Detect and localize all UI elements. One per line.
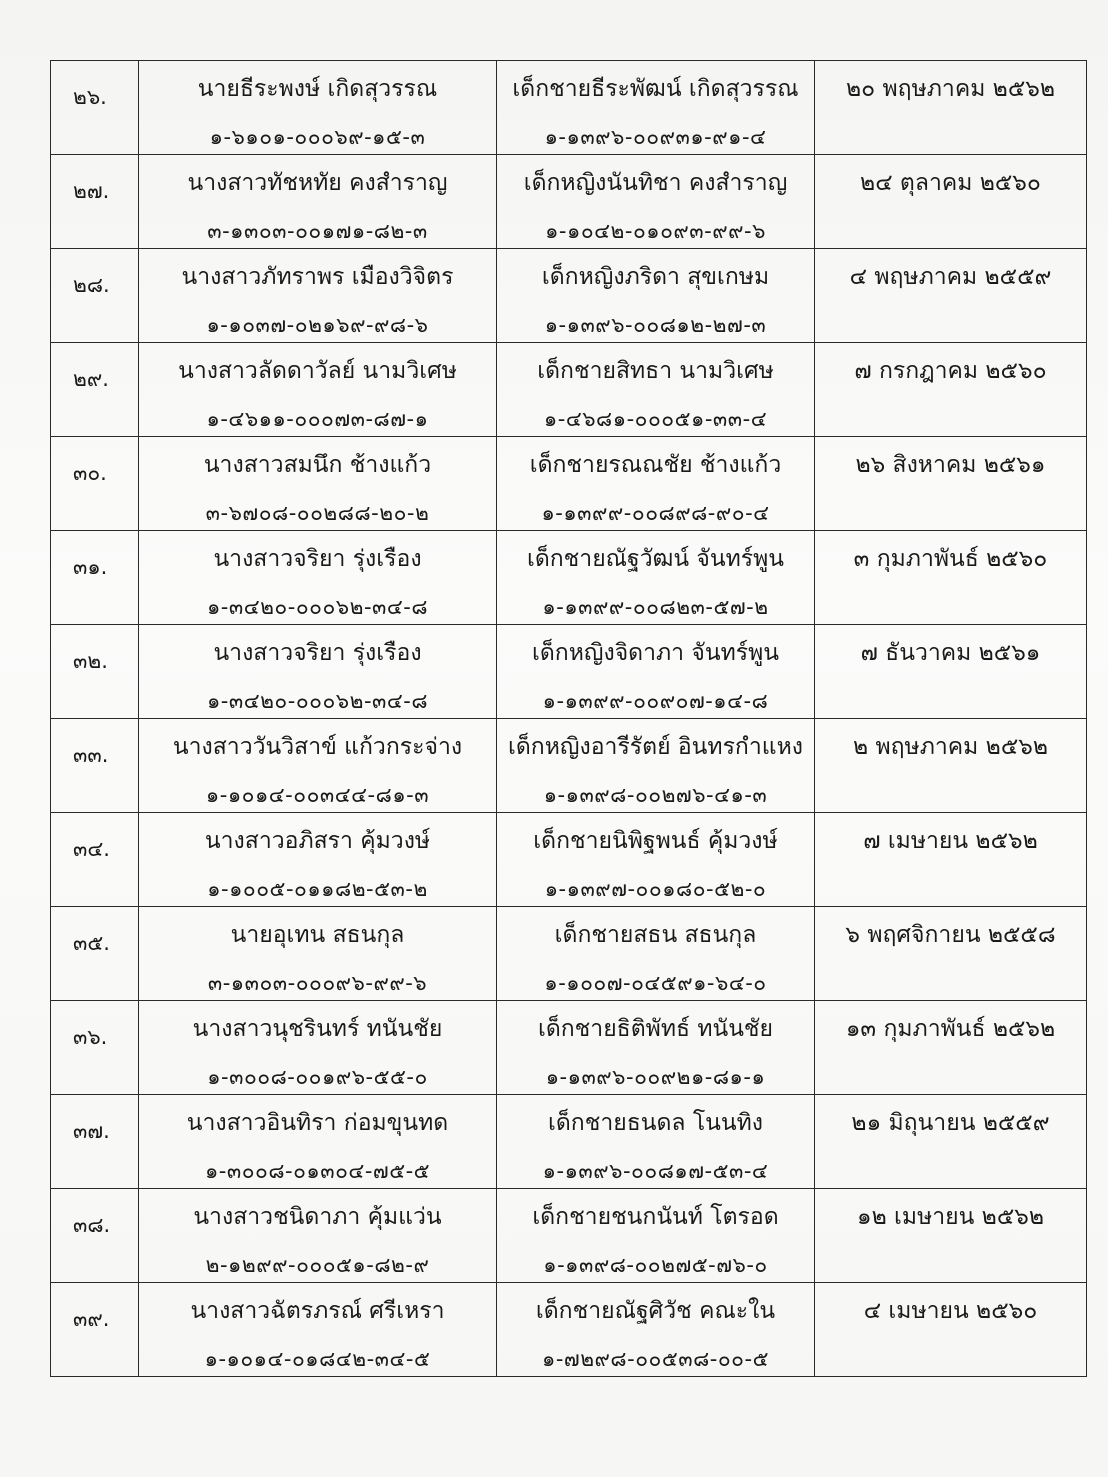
child-cell [497,1283,815,1377]
child-cell [497,625,815,719]
child-name: เด็กหญิงภริดา สุขเกษม [541,264,770,290]
row-number-cell [51,907,139,1001]
date-cell [815,249,1087,343]
child-id-number: ๑-๑๓๙๖-๐๐๘๑๒-๒๗-๓ [544,313,767,337]
row-number-cell [51,1189,139,1283]
row-number-cell [51,813,139,907]
child-name: เด็กชายณัฐวัฒน์ จันทร์พูน [526,546,785,572]
birth-date: ๒ พฤษภาคม ๒๕๖๒ [853,734,1048,760]
child-name: เด็กหญิงนันทิชา คงสำราญ [523,170,788,196]
birth-date: ๑๓ กุมภาพันธ์ ๒๕๖๒ [845,1016,1056,1042]
table-row [51,61,1087,155]
child-name: เด็กหญิงจิดาภา จันทร์พูน [531,640,780,666]
child-id-number: ๑-๔๖๘๑-๐๐๐๕๑-๓๓-๔ [543,407,768,431]
birth-date: ๗ เมษายน ๒๕๖๒ [863,828,1038,854]
row-number-cell [51,61,139,155]
child-id-number: ๑-๑๓๙๖-๐๐๘๑๗-๕๓-๔ [542,1159,769,1183]
parent-id-number: ๑-๓๔๒๐-๐๐๐๖๒-๓๔-๘ [206,689,429,713]
table-row [51,343,1087,437]
date-cell [815,1189,1087,1283]
date-cell [815,1001,1087,1095]
parent-id-number: ๓-๖๗๐๘-๐๐๒๘๘-๒๐-๒ [205,501,430,525]
row-number-cell [51,1001,139,1095]
parent-cell [139,249,497,343]
row-number: ๓๙. [73,1307,110,1331]
child-cell [497,343,815,437]
parent-cell [139,437,497,531]
row-number-cell [51,155,139,249]
parent-id-number: ๑-๑๐๑๔-๐๐๓๔๔-๘๑-๓ [205,783,430,807]
child-cell [497,907,815,1001]
table-row [51,531,1087,625]
parent-cell [139,343,497,437]
parent-name: นางสาวชนิดาภา คุ้มแว่น [193,1204,442,1230]
child-cell [497,1095,815,1189]
row-number: ๓๐. [73,461,107,485]
date-cell [815,719,1087,813]
child-cell [497,1189,815,1283]
child-name: เด็กชายสธน สธนกุล [554,922,757,948]
child-id-number: ๑-๑๓๙๙-๐๐๘๙๘-๙๐-๔ [541,501,770,525]
parent-name: นางสาวจริยา รุ่งเรือง [213,640,422,666]
parent-cell [139,61,497,155]
child-cell [497,155,815,249]
parent-id-number: ๑-๓๔๒๐-๐๐๐๖๒-๓๔-๘ [206,595,429,619]
table-row [51,625,1087,719]
table-row [51,1283,1087,1377]
date-cell [815,907,1087,1001]
row-number: ๒๘. [73,273,110,297]
parent-name: นางสาวจริยา รุ่งเรือง [213,546,422,572]
child-name: เด็กชายธิติพัทธ์ ทนันชัย [537,1016,774,1042]
child-id-number: ๑-๑๓๙๗-๐๐๑๘๐-๕๒-๐ [544,877,767,901]
birth-date: ๗ กรกฎาคม ๒๕๖๐ [854,358,1047,384]
child-name: เด็กชายณัฐศิวัช คณะใน [535,1298,776,1324]
date-cell [815,531,1087,625]
parent-cell [139,1189,497,1283]
birth-date: ๑๒ เมษายน ๒๕๖๒ [856,1204,1044,1230]
parent-cell [139,1283,497,1377]
table-row [51,1001,1087,1095]
parent-cell [139,1095,497,1189]
child-cell [497,61,815,155]
row-number: ๒๖. [73,85,107,109]
birth-date: ๗ ธันวาคม ๒๕๖๑ [860,640,1041,666]
child-cell [497,531,815,625]
child-id-number: ๑-๑๓๙๙-๐๐๘๒๓-๕๗-๒ [542,595,769,619]
row-number-cell [51,719,139,813]
date-cell [815,1095,1087,1189]
row-number-cell [51,1283,139,1377]
birth-date: ๒๐ พฤษภาคม ๒๕๖๒ [845,76,1056,102]
child-id-number: ๑-๑๓๙๘-๐๐๒๗๕-๗๖-๐ [543,1253,768,1277]
parent-cell [139,813,497,907]
birth-date: ๒๑ มิถุนายน ๒๕๕๙ [851,1110,1050,1136]
parent-cell [139,719,497,813]
row-number: ๓๖. [73,1025,108,1049]
child-name: เด็กชายชนกนันท์ โตรอด [532,1204,779,1230]
parent-id-number: ๒-๑๒๙๙-๐๐๐๕๑-๘๒-๙ [205,1253,430,1277]
row-number-cell [51,531,139,625]
table-row [51,437,1087,531]
parent-id-number: ๑-๑๐๑๔-๐๑๘๔๒-๓๔-๕ [204,1347,431,1371]
date-cell [815,155,1087,249]
child-cell [497,813,815,907]
child-name: เด็กชายธีระพัฒน์ เกิดสุวรรณ [512,76,799,102]
table-row [51,1189,1087,1283]
child-name: เด็กหญิงอารีรัตย์ อินทรกำแหง [508,734,803,760]
child-id-number: ๑-๑๓๙๘-๐๐๒๗๖-๔๑-๓ [543,783,768,807]
parent-cell [139,907,497,1001]
child-id-number: ๑-๑๓๙๙-๐๐๙๐๗-๑๔-๘ [542,689,769,713]
row-number: ๓๒. [73,649,108,673]
parent-cell [139,1001,497,1095]
parent-id-number: ๑-๔๖๑๑-๐๐๐๗๓-๘๗-๑ [206,407,429,431]
parent-name: นางสาววันวิสาข์ แก้วกระจ่าง [172,734,463,760]
child-name: เด็กชายรณณชัย ช้างแก้ว [529,452,782,478]
child-name: เด็กชายธนดล โนนทิง [547,1110,764,1136]
parent-name: นางสาวนุชรินทร์ ทนันชัย [192,1016,443,1042]
row-number: ๓๗. [73,1119,110,1143]
date-cell [815,343,1087,437]
row-number-cell [51,1095,139,1189]
parent-cell [139,155,497,249]
date-cell [815,813,1087,907]
row-number-cell [51,249,139,343]
parent-id-number: ๓-๑๓๐๓-๐๐๑๗๑-๘๒-๓ [207,219,428,243]
row-number: ๓๔. [73,837,110,861]
table-row [51,249,1087,343]
parent-id-number: ๑-๓๐๐๘-๐๐๑๙๖-๕๕-๐ [207,1065,428,1089]
row-number: ๓๓. [73,743,109,767]
table-row [51,719,1087,813]
date-cell [815,437,1087,531]
parent-name: นายธีระพงษ์ เกิดสุวรรณ [197,76,438,102]
registry-table [50,60,1087,1377]
birth-date: ๓ กุมภาพันธ์ ๒๕๖๐ [853,546,1048,572]
row-number-cell [51,437,139,531]
date-cell [815,625,1087,719]
child-name: เด็กชายนิพิฐพนธ์ คุ้มวงษ์ [533,828,778,854]
parent-name: นางสาวสมนึก ช้างแก้ว [203,452,432,478]
date-cell [815,1283,1087,1377]
row-number: ๒๙. [73,367,109,391]
table-row [51,1095,1087,1189]
parent-id-number: ๑-๖๑๐๑-๐๐๐๖๙-๑๕-๓ [209,125,426,149]
child-id-number: ๑-๑๐๔๒-๐๑๐๙๓-๙๙-๖ [545,219,766,243]
parent-id-number: ๑-๑๐๓๗-๐๒๑๖๙-๙๘-๖ [206,313,429,337]
row-number-cell [51,343,139,437]
table-row [51,155,1087,249]
parent-name: นางสาวลัดดาวัลย์ นามวิเศษ [178,358,457,384]
birth-date: ๔ เมษายน ๒๕๖๐ [863,1298,1038,1324]
table-row [51,907,1087,1001]
birth-date: ๖ พฤศจิกายน ๒๕๕๘ [845,922,1056,948]
child-cell [497,719,815,813]
child-id-number: ๑-๗๒๙๘-๐๐๕๓๘-๐๐-๕ [542,1347,769,1371]
parent-id-number: ๑-๓๐๐๘-๐๑๓๐๔-๗๕-๕ [204,1159,431,1183]
child-cell [497,249,815,343]
parent-name: นางสาวอภิสรา คุ้มวงษ์ [204,828,431,854]
child-id-number: ๑-๑๐๐๗-๐๔๕๙๑-๖๔-๐ [544,971,767,995]
table-row [51,813,1087,907]
child-cell [497,437,815,531]
child-cell [497,1001,815,1095]
parent-cell [139,531,497,625]
row-number: ๒๗. [73,179,110,203]
row-number: ๓๑. [73,555,108,579]
parent-id-number: ๑-๑๐๐๕-๐๑๑๘๒-๕๓-๒ [207,877,428,901]
parent-name: นางสาวฉัตรภรณ์ ศรีเหรา [190,1298,445,1324]
parent-name: นางสาวทัชหทัย คงสำราญ [187,170,448,196]
row-number-cell [51,625,139,719]
child-id-number: ๑-๑๓๙๖-๐๐๙๒๑-๘๑-๑ [545,1065,766,1089]
parent-id-number: ๓-๑๓๐๓-๐๐๐๙๖-๙๙-๖ [207,971,428,995]
parent-cell [139,625,497,719]
row-number: ๓๘. [73,1213,111,1237]
row-number: ๓๕. [73,931,110,955]
parent-name: นางสาวภัทราพร เมืองวิจิตร [181,264,454,290]
child-id-number: ๑-๑๓๙๖-๐๐๙๓๑-๙๑-๔ [544,125,767,149]
date-cell [815,61,1087,155]
birth-date: ๒๔ ตุลาคม ๒๕๖๐ [860,170,1041,196]
birth-date: ๒๖ สิงหาคม ๒๕๖๑ [855,452,1046,478]
birth-date: ๔ พฤษภาคม ๒๕๕๙ [849,264,1052,290]
parent-name: นางสาวอินทิรา ก่อมขุนทด [186,1110,449,1136]
child-name: เด็กชายสิทธา นามวิเศษ [537,358,774,384]
parent-name: นายอุเทน สธนกุล [230,922,405,948]
registry-table-body [51,61,1087,1377]
